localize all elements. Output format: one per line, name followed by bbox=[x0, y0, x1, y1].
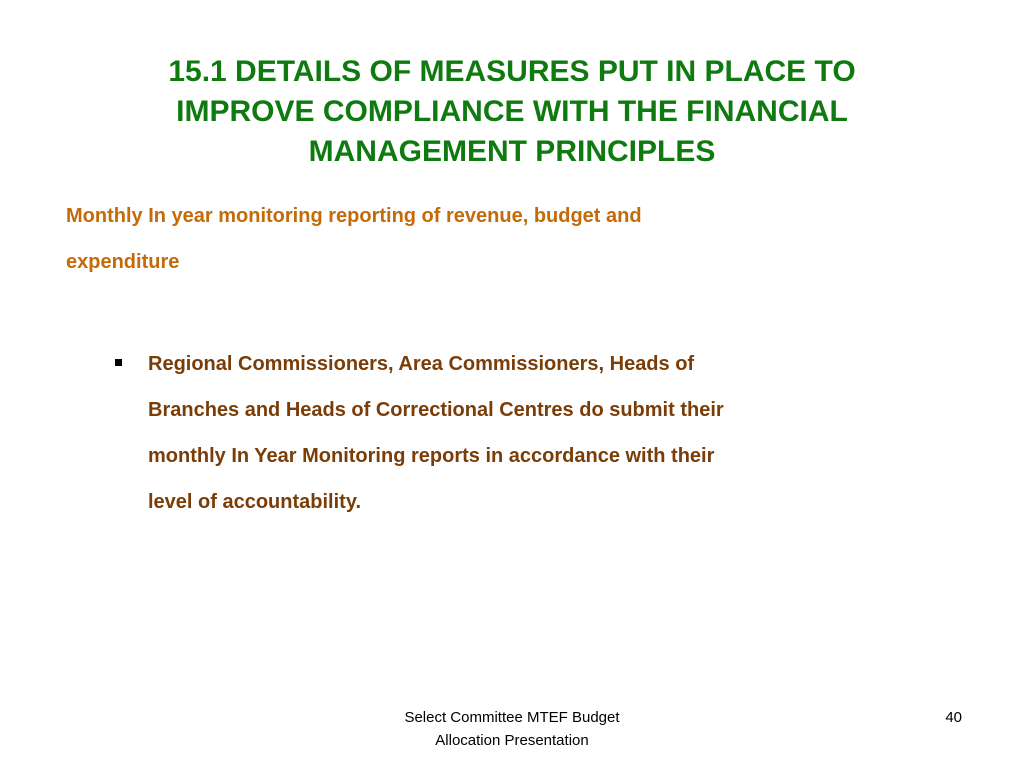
subtitle-line: Monthly In year monitoring reporting of revenue, budget and bbox=[66, 205, 642, 227]
square-bullet-icon bbox=[115, 359, 122, 366]
slide-subtitle bbox=[66, 193, 846, 285]
footer-caption bbox=[312, 706, 712, 752]
bullet-line: Regional Commissioners, Area Commissioners, Heads of bbox=[148, 353, 695, 375]
bullet-line: monthly In Year Monitoring reports in accordance with their bbox=[148, 445, 715, 467]
page-number: 40 bbox=[945, 709, 962, 726]
bullet-text bbox=[148, 341, 903, 525]
footer-line: Allocation Presentation bbox=[435, 732, 589, 749]
bullet-line: level of accountability. bbox=[148, 491, 362, 513]
subtitle-line: expenditure bbox=[66, 251, 180, 273]
slide-title bbox=[80, 52, 944, 172]
title-line: MANAGEMENT PRINCIPLES bbox=[308, 135, 716, 168]
bullet-item bbox=[113, 341, 903, 525]
footer-line: Select Committee MTEF Budget bbox=[404, 709, 620, 726]
title-line: IMPROVE COMPLIANCE WITH THE FINANCIAL bbox=[176, 95, 848, 128]
title-line: 15.1 DETAILS OF MEASURES PUT IN PLACE TO bbox=[168, 55, 856, 88]
bullet-list bbox=[113, 341, 903, 525]
bullet-line: Branches and Heads of Correctional Centres do submit their bbox=[148, 399, 724, 421]
